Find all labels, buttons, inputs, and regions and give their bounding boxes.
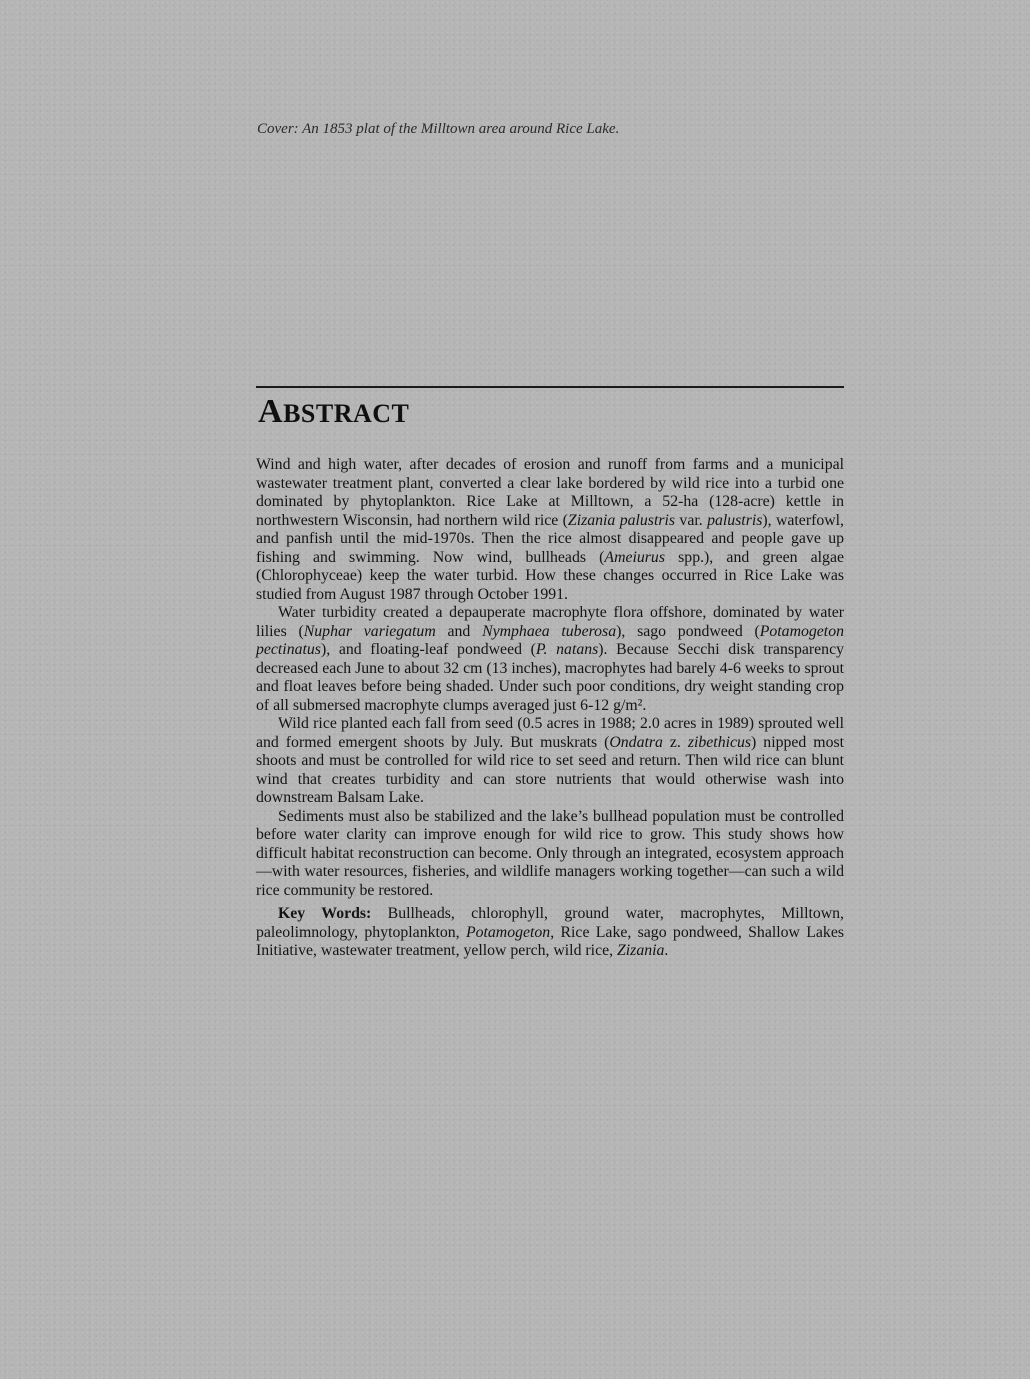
- italic-term: palustris: [707, 511, 763, 529]
- abstract-paragraph-2: Water turbidity created a depauperate macrophyte flora offshore, dominated by water lilies (Nuphar variegatum and Nymphaea tuberosa), sago pondweed (Potamogeton pectinatus), and floating-leaf pondweed (P. natans). Because Secchi disk transparency decreased each June to about 32 cm (13 inches), macrophytes had barely 4-6 weeks to sprout and float leaves before being shaded. Under such poor conditions, dry weight standing crop of all submersed macrophyte clumps averaged just 6-12 g/m².: [256, 604, 844, 714]
- abstract-paragraph-1: Wind and high water, after decades of erosion and runoff from farms and a municipal wastewater treatment plant, converted a clear lake bordered by wild rice into a turbid one dominated by phytoplankton. Rice Lake at Milltown, a 52-ha (128-acre) kettle in northwestern Wisconsin, had northern wild rice (Zizania palustris var. palustris), waterfowl, and panfish until the mid-1970s. Then the rice almost disappeared and people gave up fishing and swimming. Now wind, bullheads (Ameiurus spp.), and green algae (Chlorophyceae) keep the water turbid. How these changes occurred in Rice Lake was studied from August 1987 through October 1991.: [256, 456, 844, 603]
- abstract-paragraph-3: Wild rice planted each fall from seed (0.5 acres in 1988; 2.0 acres in 1989) sprouted well and formed emergent shoots by July. But muskrats (Ondatra z. zibethicus) nipped most shoots and must be controlled for wild rice to set seed and return. Then wild rice can blunt wind that creates turbidity and can store nutrients that would otherwise wash into downstream Balsam Lake.: [256, 715, 844, 806]
- italic-term: Potamogeton: [465, 923, 551, 941]
- key-words-label: Key Words:: [278, 905, 372, 922]
- key-words-paragraph: [256, 905, 844, 961]
- abstract-heading: [258, 392, 844, 434]
- key-words-list: Bullheads, chlorophyll, ground water, macrophytes, Milltown, paleolimnology, phytoplankton, Potamogeton, Rice Lake, sago pondweed, Shallow Lakes Initiative, wastewater treatment, yellow perch, wild rice, Zizania.: [256, 905, 844, 959]
- italic-term: Potamogeton pectinatus: [256, 622, 844, 658]
- italic-term: Nuphar variegatum: [303, 622, 436, 640]
- italic-term: P. natans: [535, 641, 599, 658]
- italic-term: Nymphaea tuberosa: [482, 622, 617, 640]
- cover-caption: Cover: An 1853 plat of the Milltown area around Rice Lake.: [257, 121, 620, 137]
- heading-rule: [256, 386, 844, 388]
- abstract-heading-initial: A: [258, 393, 284, 430]
- italic-term: Zizania palustris: [567, 511, 676, 529]
- italic-term: Zizania: [617, 942, 665, 959]
- abstract-paragraph-4: Sediments must also be stabilized and the lake’s bullhead population must be controlled before water clarity can improve enough for wild rice to grow. This study shows how difficult habitat reconstruction can become. Only through an integrated, ecosystem approach—with water resources, fisheries, and wildlife managers working together—can such a wild rice community be restored.: [256, 807, 844, 899]
- abstract-heading-rest: BSTRACT: [283, 399, 410, 428]
- italic-term: Ameiurus: [604, 548, 665, 566]
- italic-term: Ondatra: [609, 733, 663, 751]
- abstract-section: [256, 386, 844, 961]
- italic-term: zibethicus: [687, 733, 752, 751]
